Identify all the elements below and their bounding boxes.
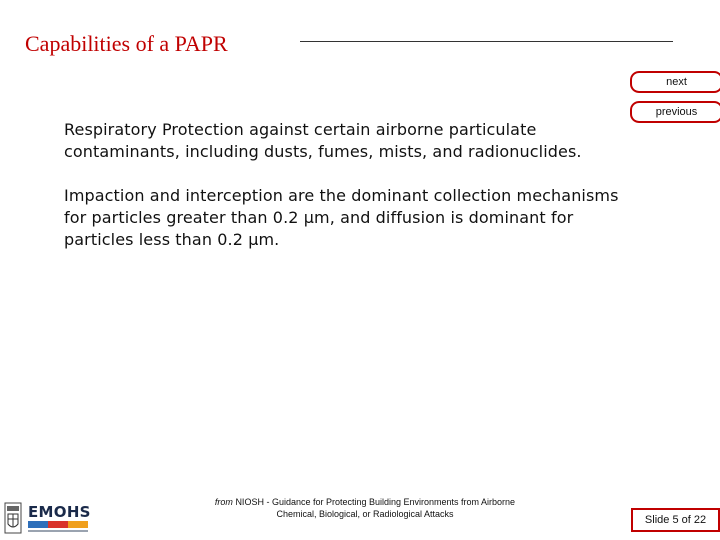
slide-title: Capabilities of a PAPR: [25, 31, 228, 56]
logo-tagline-bar: [28, 530, 88, 532]
citation-from-label: from: [214, 497, 233, 507]
logo-color-strip: [28, 521, 88, 528]
citation-line-2: Chemical, Biological, or Radiological Attacks: [276, 509, 454, 519]
paragraph-respiratory-protection: Respiratory Protection against certain airborne particulate contaminants, including dusts, fumes, mists, and radionuclides.: [64, 120, 582, 161]
title-divider: [300, 41, 673, 42]
emohs-logo: [4, 502, 90, 536]
citation-line-1: NIOSH - Guidance for Protecting Building Environments from Airborne: [235, 497, 516, 507]
slide-counter: Slide 5 of 22: [631, 508, 720, 532]
seal-icon: [4, 502, 22, 534]
next-button[interactable]: next: [630, 71, 720, 93]
source-citation: [165, 496, 565, 520]
previous-button[interactable]: previous: [630, 101, 720, 123]
logo-wordmark: EMOHS: [28, 503, 91, 521]
paragraph-collection-mechanisms: Impaction and interception are the dominant collection mechanisms for particles greater than 0.2 µm, and diffusion is dominant for particles less than 0.2 µm.: [64, 186, 619, 249]
